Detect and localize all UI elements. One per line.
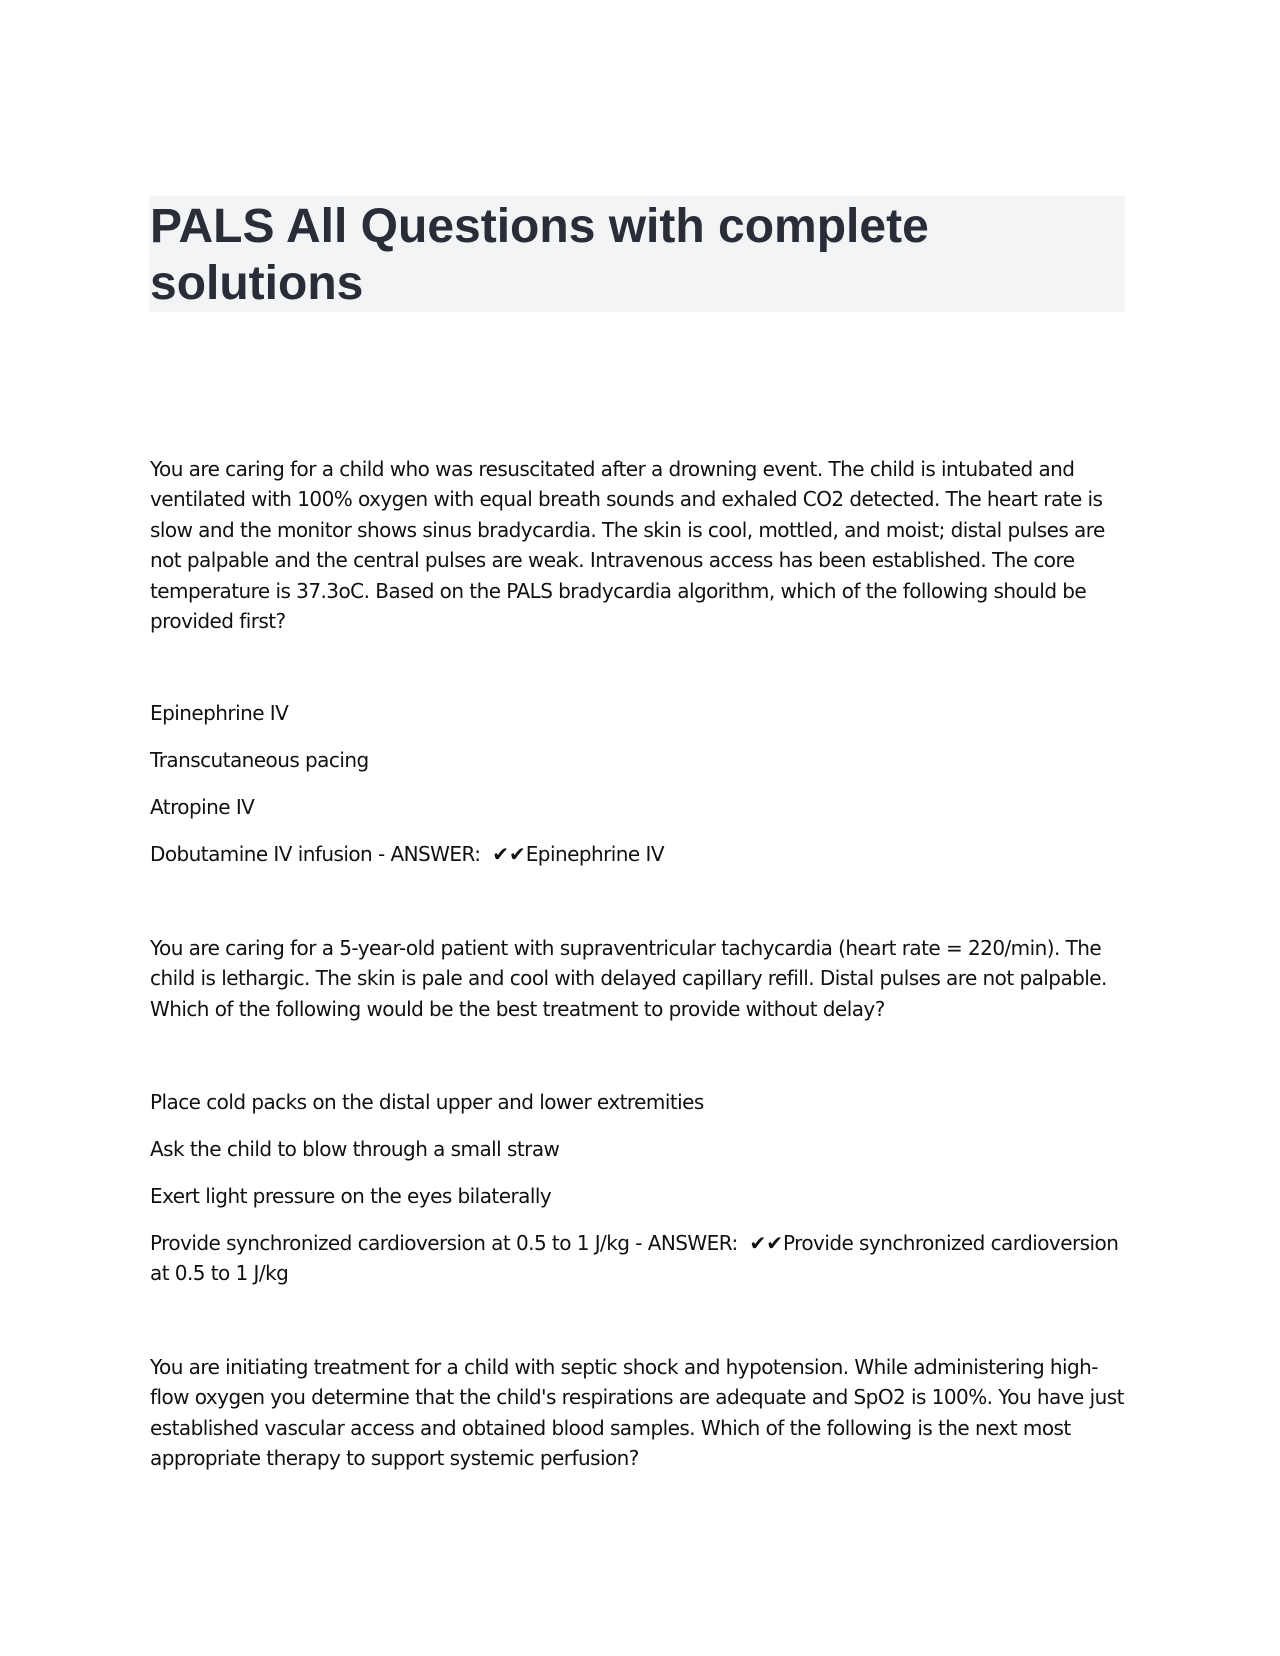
question-2-option-4: Provide synchronized cardioversion at 0.5 to 1 J/kg: [150, 1231, 630, 1255]
check-icon: ✔✔: [492, 842, 526, 866]
answer-label: - ANSWER:: [377, 842, 481, 866]
question-2-option-1: Place cold packs on the distal upper and lower extremities: [150, 1090, 704, 1114]
question-1-stem: You are caring for a child who was resuscitated after a drowning event. The child is intubated and ventilated with 100% oxygen with equal breath sounds and exhaled CO2 detected. The heart rate is slow and the monitor shows sinus bradycardia. The skin is cool, mottled, and moist; distal pulses are not palpable and the central pulses are weak. Intravenous access has been established. The core temperature is 37.3oC. Based on the PALS bradycardia algorithm, which of the following should be provided first?: [150, 457, 1105, 634]
question-1-answer-line: [150, 839, 1130, 869]
answer-label: - ANSWER:: [635, 1231, 738, 1255]
question-2-answer-line: [150, 1228, 1130, 1289]
question-1-option-3: Atropine IV: [150, 795, 255, 819]
question-2-stem: You are caring for a 5-year-old patient with supraventricular tachycardia (heart rate = 220/min). The child is lethargic. The skin is pale and cool with delayed capillary refill. Distal pulses are not palpable. Which of the following would be the best treatment to provide without delay?: [150, 936, 1107, 1021]
question-1-answer: Epinephrine IV: [525, 842, 664, 866]
question-1-option-2: Transcutaneous pacing: [150, 748, 369, 772]
question-1-option-1: Epinephrine IV: [150, 701, 289, 725]
check-icon: ✔✔: [749, 1231, 783, 1255]
question-2-answer: Provide synchronized cardioversion at 0.5 to 1 J/kg: [150, 1231, 1119, 1286]
question-2-option-3: Exert light pressure on the eyes bilaterally: [150, 1184, 552, 1208]
question-3-stem: You are initiating treatment for a child with septic shock and hypotension. While administering high-flow oxygen you determine that the child's respirations are adequate and SpO2 is 100%. You have just established vascular access and obtained blood samples. Which of the following is the next most appropriate therapy to support systemic perfusion?: [150, 1355, 1124, 1471]
question-2-option-2: Ask the child to blow through a small straw: [150, 1137, 560, 1161]
question-1-option-4: Dobutamine IV infusion: [150, 842, 373, 866]
document-title: PALS All Questions with complete solutions: [150, 200, 929, 310]
